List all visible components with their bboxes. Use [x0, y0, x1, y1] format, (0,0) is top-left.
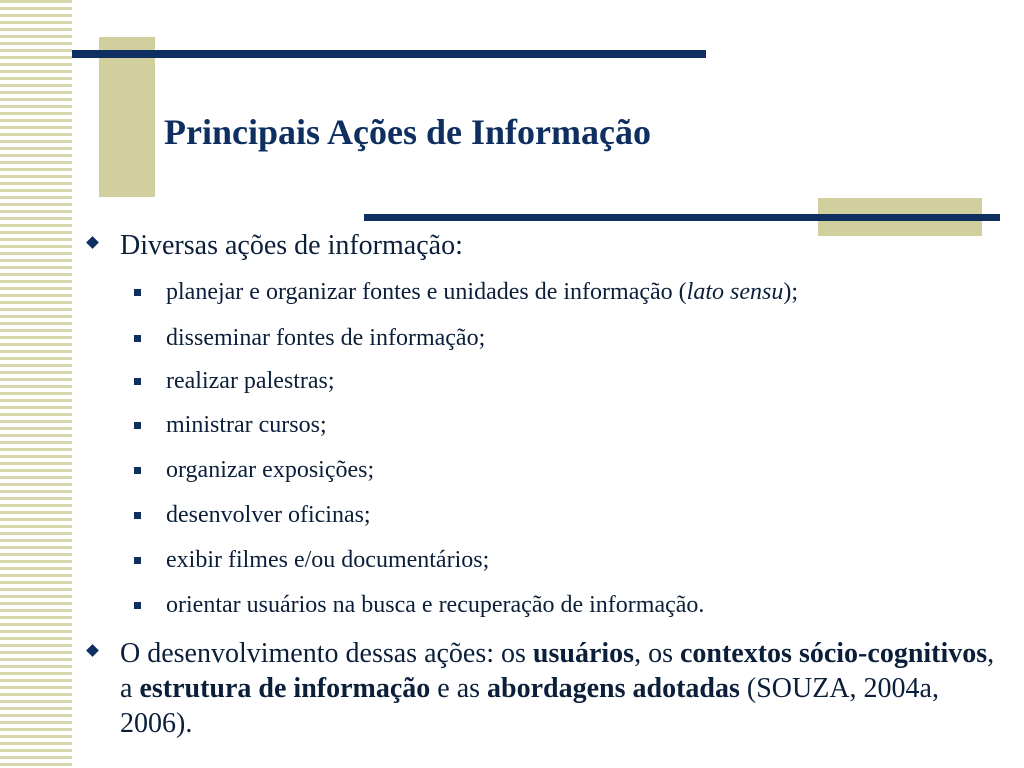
bullet-text: O desenvolvimento dessas ações: os usuários, os contextos sócio-cognitivos, a estrutura de informação e as abordagens adotadas (SOUZA, 2004a, 2006). — [120, 638, 995, 739]
decorative-mid-bar — [364, 214, 1000, 221]
slide-title: Principais Ações de Informação — [164, 112, 651, 152]
sub-bullet-text: desenvolver oficinas; — [166, 502, 371, 528]
square-bullet-icon — [134, 422, 141, 429]
square-bullet-icon — [134, 378, 141, 385]
sub-bullet-text: planejar e organizar fontes e unidades de informação (lato sensu); — [166, 279, 798, 305]
sub-bullet-text: exibir filmes e/ou documentários; — [166, 547, 490, 573]
diamond-bullet-icon — [86, 644, 99, 657]
decorative-top-bar — [72, 50, 706, 58]
square-bullet-icon — [134, 289, 141, 296]
diamond-bullet-icon — [86, 236, 99, 249]
square-bullet-icon — [134, 335, 141, 342]
square-bullet-icon — [134, 602, 141, 609]
square-bullet-icon — [134, 512, 141, 519]
sub-bullet-text: realizar palestras; — [166, 368, 335, 394]
decorative-block-left — [99, 37, 155, 197]
square-bullet-icon — [134, 467, 141, 474]
square-bullet-icon — [134, 557, 141, 564]
sub-bullet-text: organizar exposições; — [166, 457, 375, 483]
bullet-text: Diversas ações de informação: — [120, 230, 463, 261]
sub-bullet-text: disseminar fontes de informação; — [166, 325, 486, 351]
decorative-stripes — [0, 0, 72, 768]
sub-bullet-text: ministrar cursos; — [166, 412, 327, 438]
sub-bullet-text: orientar usuários na busca e recuperação de informação. — [166, 592, 705, 618]
